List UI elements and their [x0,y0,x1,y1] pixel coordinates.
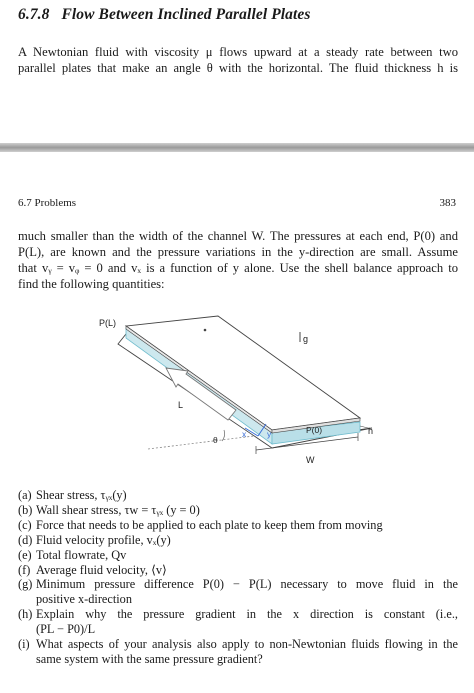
thickness-leader-line [360,426,368,428]
list-item: (h) Explain why the pressure gradient in the x direction is constant (i.e., (PL − P0)/L [18,607,458,637]
top-plate-marker [204,329,207,332]
page-break-divider [0,143,474,152]
label-l: L [178,400,184,410]
continuation-line-1: much smaller than the width of the channel W. The pressures at each end, P(0) and [18,229,458,243]
list-item: (c) Force that needs to be applied to each plate to keep them from moving [18,517,383,532]
label-pl: P(L) [99,318,117,328]
label-p0: P(0) [306,425,323,435]
list-item: (g) Minimum pressure difference P(0) − P(L) necessary to move fluid in the positive x-direction [18,577,458,607]
label-theta: θ [213,435,218,445]
intro-paragraph [18,44,458,76]
list-item: (a) Shear stress, τᵧₓ(y) [18,488,127,502]
question-list [18,488,458,667]
running-header: 6.7 Problems [18,197,77,209]
list-item: (b) Wall shear stress, τw = τᵧₓ (y = 0) [18,502,200,517]
label-y: y [267,429,272,439]
label-w: W [306,455,315,465]
intro-line-2: parallel plates that make an angle θ with the horizontal. The fluid thickness h is [18,61,458,75]
continuation-line-4: find the following quantities: [18,277,165,291]
page-number: 383 [439,197,456,209]
label-g: g [303,334,309,344]
section-heading: Flow Between Inclined Parallel Plates [61,6,311,23]
list-item: (f) Average fluid velocity, ⟨v⟩ [18,562,167,577]
continuation-line-3: that vᵧ = vᵩ = 0 and vₓ is a function of y alone. Use the shell balance approach to [18,261,458,275]
section-title [18,6,311,24]
list-item: (e) Total flowrate, Qv [18,547,127,562]
continuation-line-2: P(L), are known and the pressure variations in the y-direction are small. Assume [18,245,458,259]
intro-line-1: A Newtonian fluid with viscosity μ flows upward at a steady rate between two [18,45,458,59]
continuation-paragraph [18,228,458,292]
list-item: (i) What aspects of your analysis also apply to non-Newtonian fluids flowing in the same system with the same pressure gradient? [18,637,458,666]
label-h: h [368,426,374,436]
section-number: 6.7.8 [18,6,50,23]
label-x: x [242,429,247,439]
list-item: (d) Fluid velocity profile, vₓ(y) [18,532,171,547]
inclined-plates-figure [0,312,474,472]
